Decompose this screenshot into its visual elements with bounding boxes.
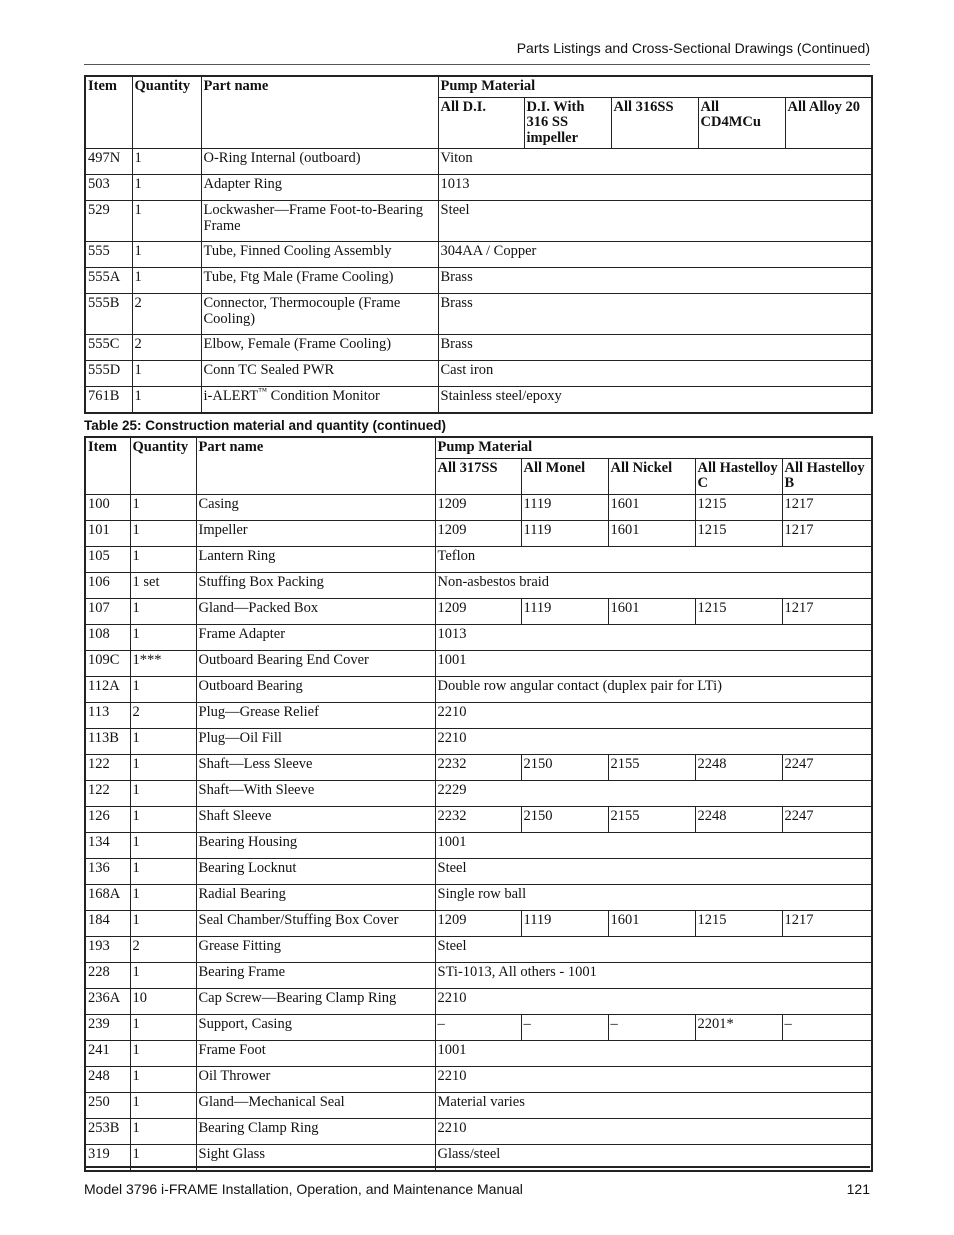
table-row (85, 494, 872, 520)
material-header: D.I. With 316 SS impeller (524, 97, 611, 149)
quantity-cell: 1 (130, 806, 196, 832)
item-number: 503 (85, 175, 132, 201)
table-row (85, 728, 872, 754)
material-cell: Steel (438, 201, 872, 242)
part-name-cell: Impeller (196, 520, 435, 546)
footer-manual-title: Model 3796 i-FRAME Installation, Operation, and Maintenance Manual (84, 1181, 523, 1197)
material-cell: 1217 (782, 494, 872, 520)
material-cell: 1215 (695, 598, 782, 624)
item-number: 126 (85, 806, 130, 832)
material-cell: – (521, 1014, 608, 1040)
material-cell: – (608, 1014, 695, 1040)
table-row (85, 335, 872, 361)
item-number: 106 (85, 572, 130, 598)
part-name-cell: Bearing Frame (196, 962, 435, 988)
part-name-cell: Outboard Bearing (196, 676, 435, 702)
part-name-cell: Elbow, Female (Frame Cooling) (201, 335, 438, 361)
quantity-cell: 1 (130, 884, 196, 910)
part-name-cell: Oil Thrower (196, 1066, 435, 1092)
material-header: All Alloy 20 (785, 97, 872, 149)
item-number: 107 (85, 598, 130, 624)
table-row (85, 1092, 872, 1118)
table-row (85, 294, 872, 335)
col-header-pump-material: Pump Material (435, 437, 872, 458)
material-cell: Stainless steel/epoxy (438, 387, 872, 414)
material-cell: Teflon (435, 546, 872, 572)
material-header: All Nickel (608, 458, 695, 494)
item-number: 112A (85, 676, 130, 702)
material-cell: – (435, 1014, 521, 1040)
material-cell: 1209 (435, 598, 521, 624)
material-cell: 2247 (782, 754, 872, 780)
quantity-cell: 10 (130, 988, 196, 1014)
table-row (85, 598, 872, 624)
part-name-cell: Bearing Housing (196, 832, 435, 858)
part-name-cell (201, 387, 438, 414)
quantity-cell: 1 (132, 361, 201, 387)
table-row (85, 149, 872, 175)
material-header: All CD4MCu (698, 97, 785, 149)
quantity-cell: 1 (130, 598, 196, 624)
item-number: 248 (85, 1066, 130, 1092)
material-cell: 1001 (435, 832, 872, 858)
table-row (85, 201, 872, 242)
trademark-mark: ™ (258, 386, 268, 397)
table-row (85, 884, 872, 910)
material-cell: 1013 (438, 175, 872, 201)
item-number: 168A (85, 884, 130, 910)
material-cell: 2210 (435, 988, 872, 1014)
col-header-quantity: Quantity (132, 76, 201, 149)
material-cell: Steel (435, 858, 872, 884)
material-cell: Double row angular contact (duplex pair for LTi) (435, 676, 872, 702)
material-cell: 1001 (435, 1040, 872, 1066)
part-name-cell: O-Ring Internal (outboard) (201, 149, 438, 175)
material-cell: 2232 (435, 754, 521, 780)
quantity-cell: 1 (130, 1066, 196, 1092)
material-cell: Single row ball (435, 884, 872, 910)
material-cell: Non-asbestos braid (435, 572, 872, 598)
material-cell: 2210 (435, 702, 872, 728)
item-number: 100 (85, 494, 130, 520)
table-row (85, 936, 872, 962)
part-name-cell: Tube, Ftg Male (Frame Cooling) (201, 268, 438, 294)
item-number: 555D (85, 361, 132, 387)
table-row (85, 268, 872, 294)
part-name-cell: Tube, Finned Cooling Assembly (201, 242, 438, 268)
part-name-cell: Gland—Mechanical Seal (196, 1092, 435, 1118)
item-number: 529 (85, 201, 132, 242)
quantity-cell: 1 (130, 1040, 196, 1066)
material-cell: 1215 (695, 910, 782, 936)
material-cell: 2247 (782, 806, 872, 832)
item-number: 109C (85, 650, 130, 676)
page-number: 121 (846, 1181, 870, 1197)
part-name-cell: Lockwasher—Frame Foot-to-Bearing Frame (201, 201, 438, 242)
table-row (85, 361, 872, 387)
quantity-cell: 1 (130, 754, 196, 780)
col-header-item: Item (85, 76, 132, 149)
part-name-cell: Shaft—Less Sleeve (196, 754, 435, 780)
part-name-cell: Bearing Locknut (196, 858, 435, 884)
table-row (85, 546, 872, 572)
material-cell: 1001 (435, 650, 872, 676)
material-cell: – (782, 1014, 872, 1040)
footer-divider (84, 1166, 870, 1168)
material-header: All 317SS (435, 458, 521, 494)
item-number: 241 (85, 1040, 130, 1066)
table-caption: Table 25: Construction material and quantity (continued) (84, 418, 447, 433)
table-row (85, 702, 872, 728)
material-cell: 1601 (608, 494, 695, 520)
material-cell: 1601 (608, 598, 695, 624)
item-number: 555A (85, 268, 132, 294)
part-name-cell: Adapter Ring (201, 175, 438, 201)
item-number: 761B (85, 387, 132, 414)
running-header: Parts Listings and Cross-Sectional Drawings (Continued) (516, 40, 870, 56)
item-number: 497N (85, 149, 132, 175)
part-name-cell: Seal Chamber/Stuffing Box Cover (196, 910, 435, 936)
part-name-cell: Plug—Grease Relief (196, 702, 435, 728)
quantity-cell: 1 (130, 858, 196, 884)
part-name-cell: Shaft—With Sleeve (196, 780, 435, 806)
part-name-cell: Conn TC Sealed PWR (201, 361, 438, 387)
part-name-cell: Frame Adapter (196, 624, 435, 650)
quantity-cell: 1 (130, 520, 196, 546)
material-cell: 1215 (695, 520, 782, 546)
part-name-cell: Plug—Oil Fill (196, 728, 435, 754)
material-cell: 1601 (608, 520, 695, 546)
material-cell: 1215 (695, 494, 782, 520)
part-name-cell: Frame Foot (196, 1040, 435, 1066)
quantity-cell: 2 (130, 936, 196, 962)
material-cell: 2155 (608, 754, 695, 780)
table-row (85, 175, 872, 201)
material-cell: Brass (438, 294, 872, 335)
quantity-cell: 1 (130, 728, 196, 754)
quantity-cell: 1 (132, 149, 201, 175)
material-header: All D.I. (438, 97, 524, 149)
material-header: All 316SS (611, 97, 698, 149)
table-row (85, 1014, 872, 1040)
item-number: 122 (85, 754, 130, 780)
quantity-cell: 1 (130, 494, 196, 520)
table-row (85, 780, 872, 806)
quantity-cell: 1 (130, 780, 196, 806)
quantity-cell: 1 (132, 242, 201, 268)
item-number: 253B (85, 1118, 130, 1144)
material-cell: 1119 (521, 494, 608, 520)
table-row (85, 962, 872, 988)
item-number: 113B (85, 728, 130, 754)
item-number: 193 (85, 936, 130, 962)
part-name-text: Condition Monitor (267, 388, 380, 404)
material-cell: 1119 (521, 520, 608, 546)
material-cell: 1217 (782, 910, 872, 936)
material-cell: 2248 (695, 754, 782, 780)
col-header-part-name: Part name (196, 437, 435, 494)
material-cell: 1217 (782, 520, 872, 546)
material-cell: 1217 (782, 598, 872, 624)
table-row (85, 650, 872, 676)
material-cell: 1013 (435, 624, 872, 650)
item-number: 228 (85, 962, 130, 988)
material-cell: Viton (438, 149, 872, 175)
quantity-cell: 1 (130, 1092, 196, 1118)
material-cell: 2229 (435, 780, 872, 806)
table-row (85, 910, 872, 936)
quantity-cell: 1 set (130, 572, 196, 598)
table-row (85, 242, 872, 268)
material-cell: 2248 (695, 806, 782, 832)
item-number: 105 (85, 546, 130, 572)
part-name-cell: Grease Fitting (196, 936, 435, 962)
material-header: All Monel (521, 458, 608, 494)
material-cell: Cast iron (438, 361, 872, 387)
item-number: 555C (85, 335, 132, 361)
item-number: 319 (85, 1144, 130, 1171)
table-row (85, 832, 872, 858)
material-cell: 1601 (608, 910, 695, 936)
material-cell: 1119 (521, 910, 608, 936)
quantity-cell: 1 (132, 387, 201, 414)
quantity-cell: 1 (130, 624, 196, 650)
quantity-cell: 1 (132, 201, 201, 242)
quantity-cell: 1 (132, 175, 201, 201)
part-name-cell: Stuffing Box Packing (196, 572, 435, 598)
material-header: All Hastelloy B (782, 458, 872, 494)
quantity-cell: 2 (132, 294, 201, 335)
table-row (85, 858, 872, 884)
quantity-cell: 1 (130, 1118, 196, 1144)
material-cell: Brass (438, 335, 872, 361)
material-cell: 2210 (435, 728, 872, 754)
part-name-cell: Lantern Ring (196, 546, 435, 572)
part-name-cell: Support, Casing (196, 1014, 435, 1040)
material-cell: 2232 (435, 806, 521, 832)
table-row (85, 387, 872, 414)
part-name-cell: Shaft Sleeve (196, 806, 435, 832)
quantity-cell: 1 (130, 546, 196, 572)
col-header-pump-material: Pump Material (438, 76, 872, 97)
construction-material-table (84, 436, 873, 1172)
table-row (85, 1040, 872, 1066)
table-row (85, 754, 872, 780)
item-number: 134 (85, 832, 130, 858)
material-cell: Steel (435, 936, 872, 962)
parts-table-continued (84, 75, 873, 414)
table-row (85, 520, 872, 546)
part-name-text: i-ALERT (203, 388, 259, 404)
quantity-cell: 1 (130, 1014, 196, 1040)
part-name-cell: Casing (196, 494, 435, 520)
material-cell: 2150 (521, 754, 608, 780)
quantity-cell: 2 (132, 335, 201, 361)
material-cell: Brass (438, 268, 872, 294)
quantity-cell: 1 (130, 1144, 196, 1171)
part-name-cell: Cap Screw—Bearing Clamp Ring (196, 988, 435, 1014)
part-name-cell: Sight Glass (196, 1144, 435, 1171)
table-row (85, 676, 872, 702)
item-number: 555 (85, 242, 132, 268)
material-cell: 2210 (435, 1066, 872, 1092)
item-number: 555B (85, 294, 132, 335)
item-number: 236A (85, 988, 130, 1014)
col-header-part-name: Part name (201, 76, 438, 149)
item-number: 239 (85, 1014, 130, 1040)
quantity-cell: 1 (130, 910, 196, 936)
table-row (85, 1066, 872, 1092)
material-header: All Hastelloy C (695, 458, 782, 494)
material-cell: 1209 (435, 520, 521, 546)
table-row (85, 1118, 872, 1144)
material-cell: 1119 (521, 598, 608, 624)
col-header-item: Item (85, 437, 130, 494)
part-name-cell: Outboard Bearing End Cover (196, 650, 435, 676)
material-cell: 2210 (435, 1118, 872, 1144)
item-number: 101 (85, 520, 130, 546)
item-number: 108 (85, 624, 130, 650)
material-cell: 1209 (435, 910, 521, 936)
table-row (85, 624, 872, 650)
material-cell: STi-1013, All others - 1001 (435, 962, 872, 988)
material-cell: 304AA / Copper (438, 242, 872, 268)
quantity-cell: 2 (130, 702, 196, 728)
material-cell: 2155 (608, 806, 695, 832)
table-row (85, 806, 872, 832)
material-cell: Material varies (435, 1092, 872, 1118)
material-cell: 1209 (435, 494, 521, 520)
quantity-cell: 1 (132, 268, 201, 294)
quantity-cell: 1 (130, 962, 196, 988)
material-cell: 2201* (695, 1014, 782, 1040)
quantity-cell: 1*** (130, 650, 196, 676)
material-cell: Glass/steel (435, 1144, 872, 1171)
item-number: 184 (85, 910, 130, 936)
table-row (85, 988, 872, 1014)
material-cell: 2150 (521, 806, 608, 832)
item-number: 113 (85, 702, 130, 728)
table-row (85, 572, 872, 598)
part-name-cell: Radial Bearing (196, 884, 435, 910)
part-name-cell: Gland—Packed Box (196, 598, 435, 624)
quantity-cell: 1 (130, 676, 196, 702)
header-divider (84, 64, 870, 65)
part-name-cell: Connector, Thermocouple (Frame Cooling) (201, 294, 438, 335)
item-number: 250 (85, 1092, 130, 1118)
item-number: 122 (85, 780, 130, 806)
quantity-cell: 1 (130, 832, 196, 858)
part-name-cell: Bearing Clamp Ring (196, 1118, 435, 1144)
item-number: 136 (85, 858, 130, 884)
col-header-quantity: Quantity (130, 437, 196, 494)
